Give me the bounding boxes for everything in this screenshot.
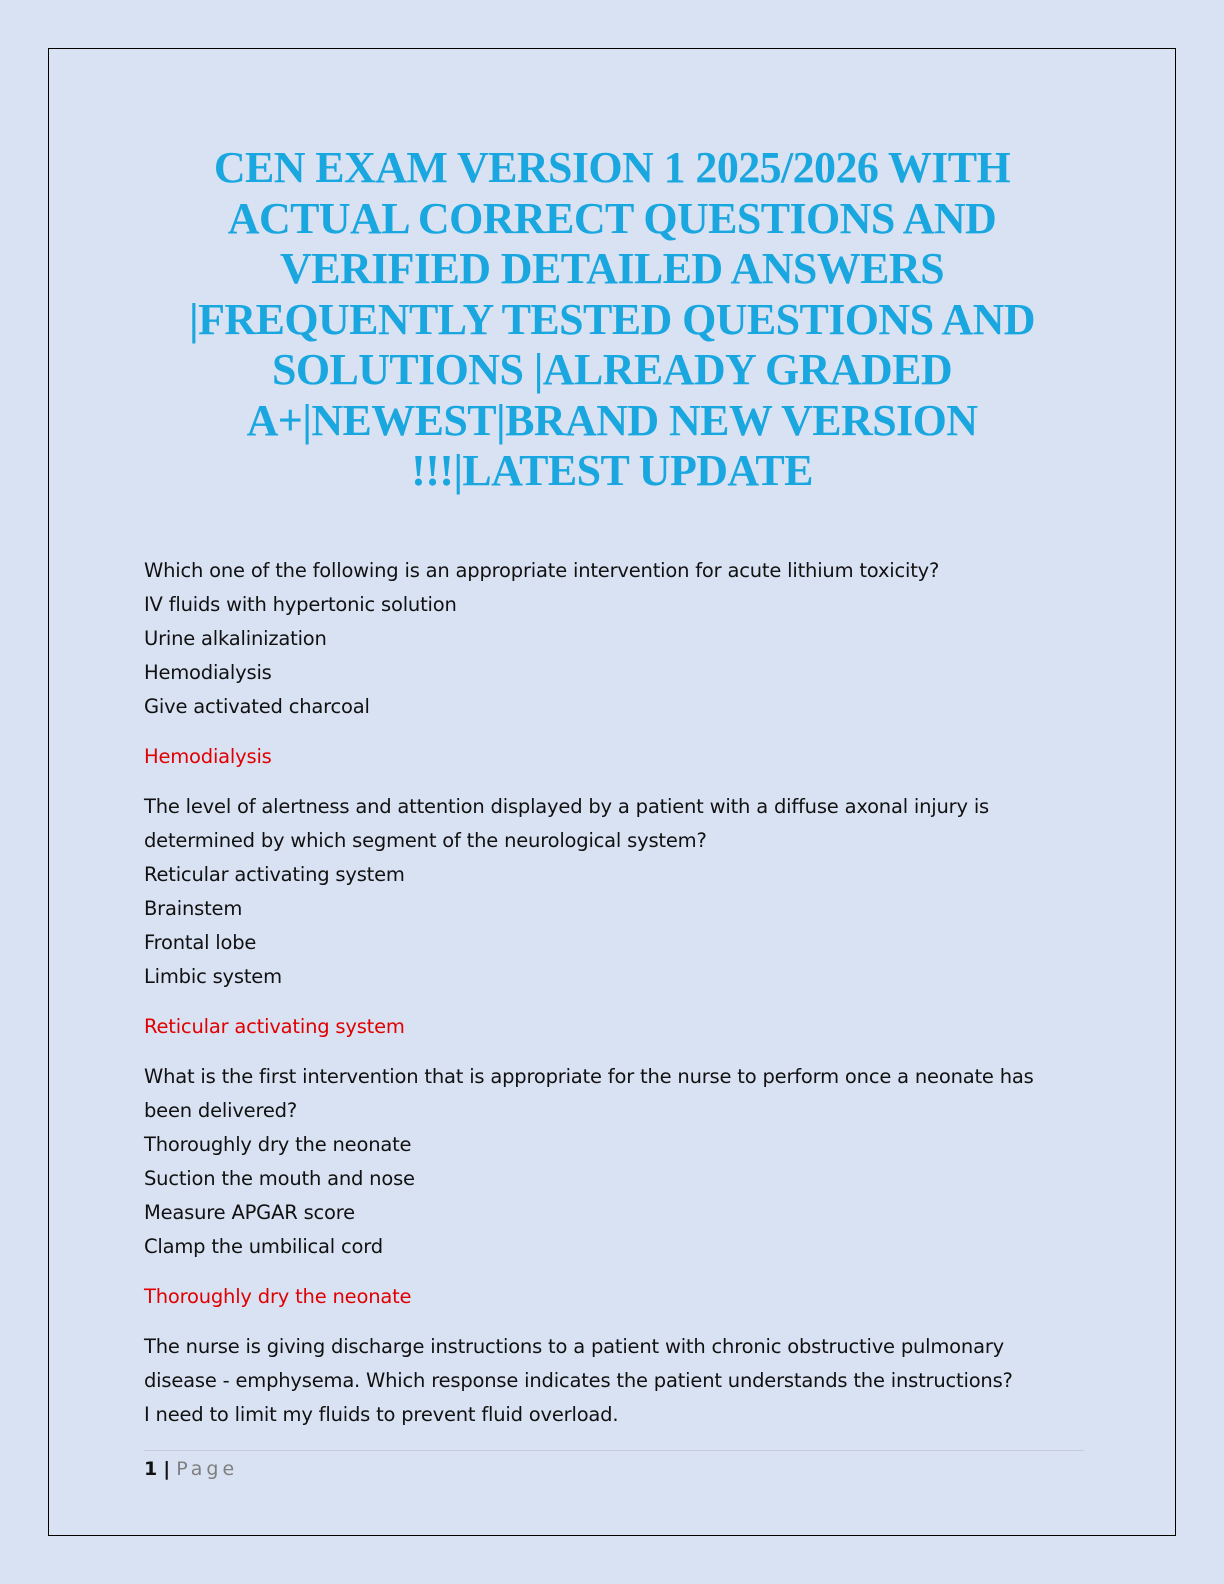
answer-option: Hemodialysis [144,661,272,684]
answer-option: Give activated charcoal [144,695,370,718]
answer-option: I need to limit my fluids to prevent fluid overload. [144,1403,619,1426]
question-text: been delivered? [144,1099,297,1122]
question-text: The nurse is giving discharge instructions to a patient with chronic obstructive pulmonary [144,1335,1004,1358]
answer-option: IV fluids with hypertonic solution [144,593,457,616]
question-block [144,1330,1074,1432]
answer-option: Thoroughly dry the neonate [144,1133,412,1156]
document-title [150,143,1074,497]
correct-answer: Hemodialysis [144,745,272,768]
question-block [144,1060,1074,1314]
question-text: disease - emphysema. Which response indicates the patient understands the instructions? [144,1369,1013,1392]
answer-option: Suction the mouth and nose [144,1167,415,1190]
question-block [144,554,1074,774]
title-line: SOLUTIONS |ALREADY GRADED [271,345,953,394]
title-line: |FREQUENTLY TESTED QUESTIONS AND [189,294,1035,344]
correct-answer: Thoroughly dry the neonate [144,1285,412,1308]
title-line: CEN EXAM VERSION 1 2025/2026 WITH [213,143,1011,192]
title-line: VERIFIED DETAILED ANSWERS [280,244,944,293]
question-text: The level of alertness and attention displayed by a patient with a diffuse axonal injury is [144,795,990,818]
answer-option: Reticular activating system [144,863,405,886]
question-text: Which one of the following is an appropriate intervention for acute lithium toxicity? [144,559,940,582]
answer-option: Brainstem [144,897,243,920]
question-text: determined by which segment of the neurological system? [144,829,707,852]
answer-option: Clamp the umbilical cord [144,1235,383,1258]
footer-divider [144,1450,1084,1451]
answer-option: Frontal lobe [144,931,257,954]
correct-answer: Reticular activating system [144,1015,405,1038]
page-footer [144,1455,238,1483]
answer-option: Measure APGAR score [144,1201,355,1224]
title-line: A+|NEWEST|BRAND NEW VERSION [246,395,978,445]
question-block [144,790,1074,1044]
title-line: ACTUAL CORRECT QUESTIONS AND [227,193,997,243]
page-number: 1 [144,1458,158,1480]
footer-separator: | [163,1458,171,1480]
page-label: Page [176,1458,239,1480]
question-text: What is the first intervention that is appropriate for the nurse to perform once a neonate has [144,1065,1034,1088]
title-line: !!!|LATEST UPDATE [411,446,813,495]
answer-option: Limbic system [144,965,282,988]
document-body [144,554,1074,1432]
answer-option: Urine alkalinization [144,627,327,650]
